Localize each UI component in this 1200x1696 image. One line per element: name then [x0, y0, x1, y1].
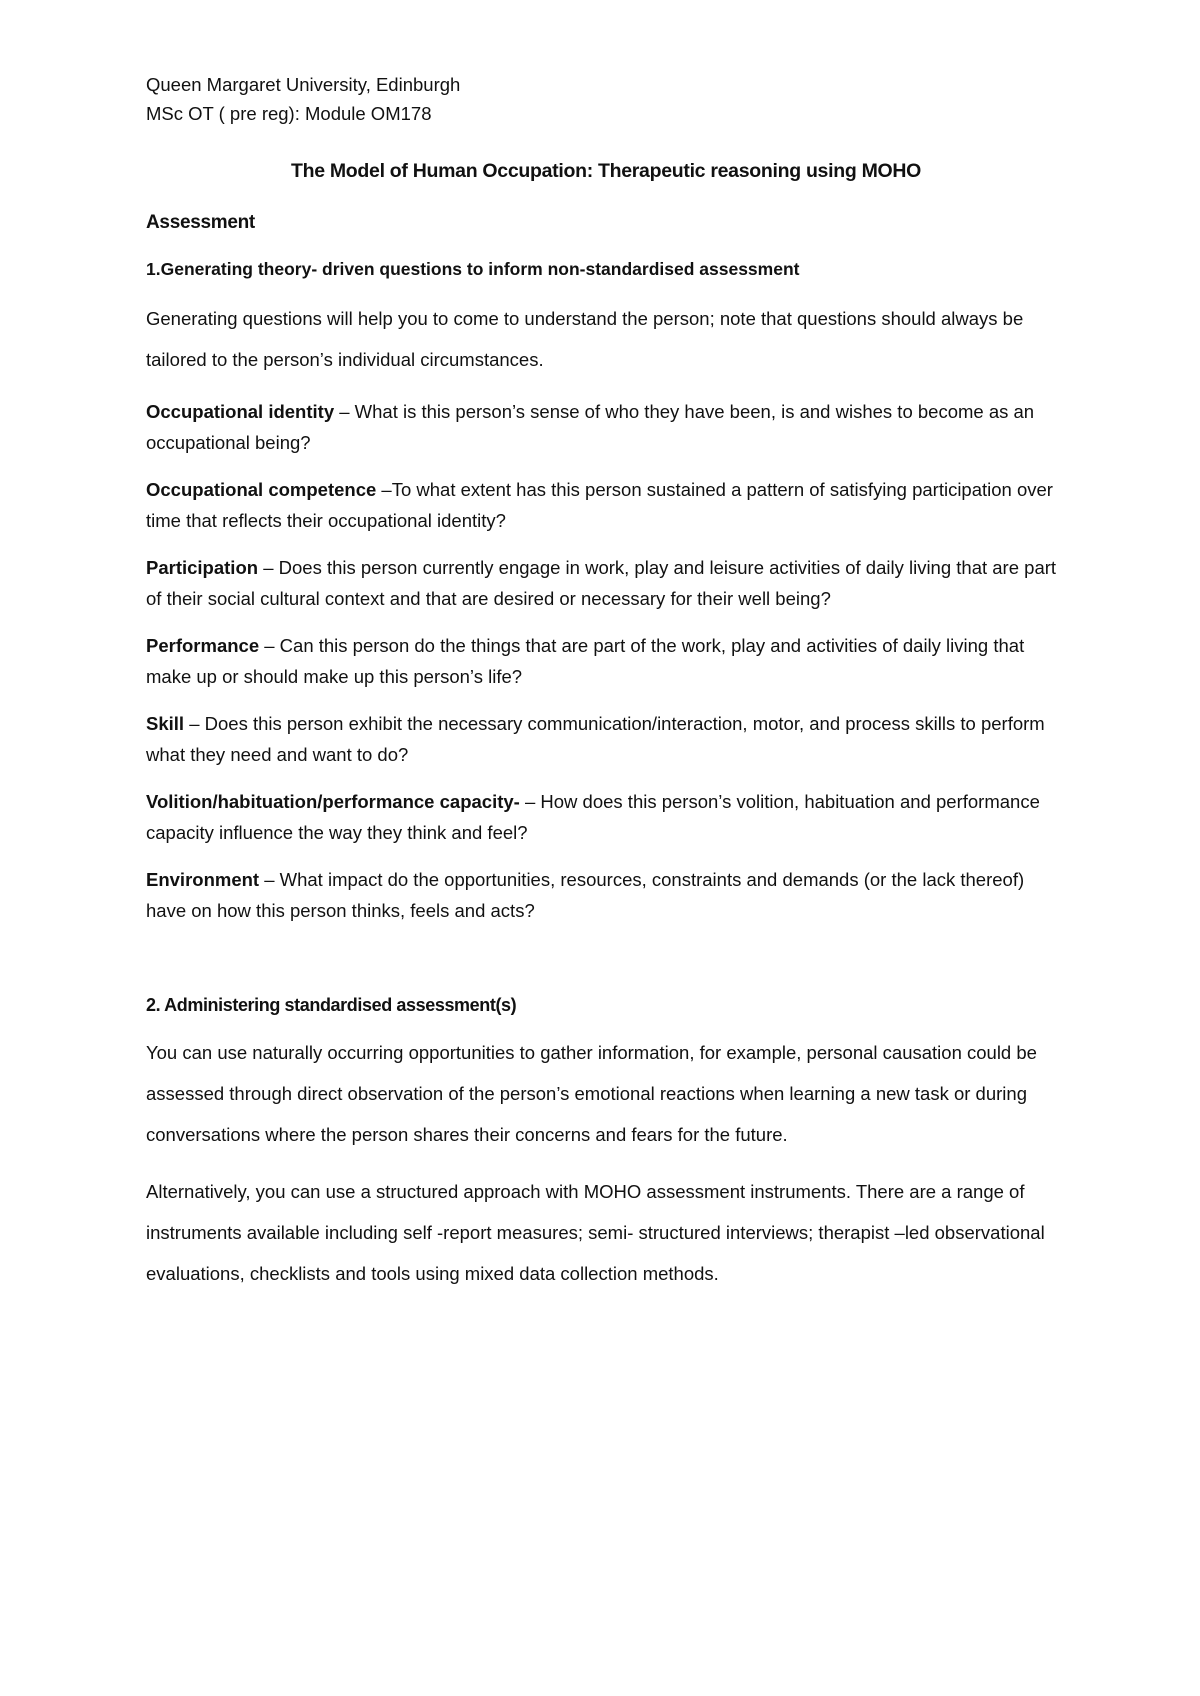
item-text: – Can this person do the things that are part of the work, play and activities of daily living that make up or should make up this person’s life? [146, 635, 1025, 687]
item-text: – Does this person currently engage in work, play and leisure activities of daily living that are part of their social cultural context and that are desired or necessary for their well being? [146, 557, 1057, 609]
section1-intro: Generating questions will help you to come to understand the person; note that questions should always be tailored to the person’s individual circumstances. [146, 308, 1024, 370]
item-term: Skill [146, 713, 185, 734]
document-title: The Model of Human Occupation: Therapeutic reasoning using MOHO [290, 160, 922, 182]
item-skill [146, 708, 1066, 770]
section1-heading: 1.Generating theory- driven questions to inform non-standardised assessment [146, 259, 800, 279]
item-term: Occupational identity [146, 401, 335, 422]
item-environment [146, 864, 1066, 926]
item-term: Environment [146, 869, 260, 890]
item-text: – Does this person exhibit the necessary communication/interaction, motor, and process skills to perform what they need and want to do? [146, 713, 1045, 765]
item-occupational-competence [146, 474, 1066, 536]
institution-line: Queen Margaret University, Edinburgh [146, 74, 461, 95]
item-volition [146, 786, 1066, 848]
item-performance [146, 630, 1066, 692]
item-term: Performance [146, 635, 260, 656]
item-term: Participation [146, 557, 259, 578]
item-text: – How does this person’s volition, habituation and performance capacity influence the way they think and feel? [146, 791, 1040, 843]
item-occupational-identity [146, 396, 1066, 458]
section2-heading: 2. Administering standardised assessment(s) [146, 995, 517, 1015]
item-term: Occupational competence [146, 479, 377, 500]
assessment-heading: Assessment [146, 212, 255, 233]
item-text: – What impact do the opportunities, resources, constraints and demands (or the lack thereof) have on how this person thinks, feels and acts? [146, 869, 1025, 921]
item-participation [146, 552, 1066, 614]
section2-paragraph-1: You can use naturally occurring opportunities to gather information, for example, personal causation could be assessed through direct observation of the person’s emotional reactions when learning a new task or during conversations where the person shares their concerns and fears for the future. [146, 1042, 1037, 1145]
section2-paragraph-2: Alternatively, you can use a structured approach with MOHO assessment instruments. There are a range of instruments available including self -report measures; semi- structured interviews; therapist –led observational evaluations, checklists and tools using mixed data collection methods. [146, 1181, 1045, 1284]
item-text: –To what extent has this person sustained a pattern of satisfying participation over time that reflects their occupational identity? [146, 479, 1053, 531]
item-term: Volition/habituation/performance capacity- [146, 791, 520, 812]
document-page [146, 70, 1066, 1294]
module-line: MSc OT ( pre reg): Module OM178 [146, 103, 432, 124]
item-text: – What is this person’s sense of who they have been, is and wishes to become as an occupational being? [146, 401, 1035, 453]
